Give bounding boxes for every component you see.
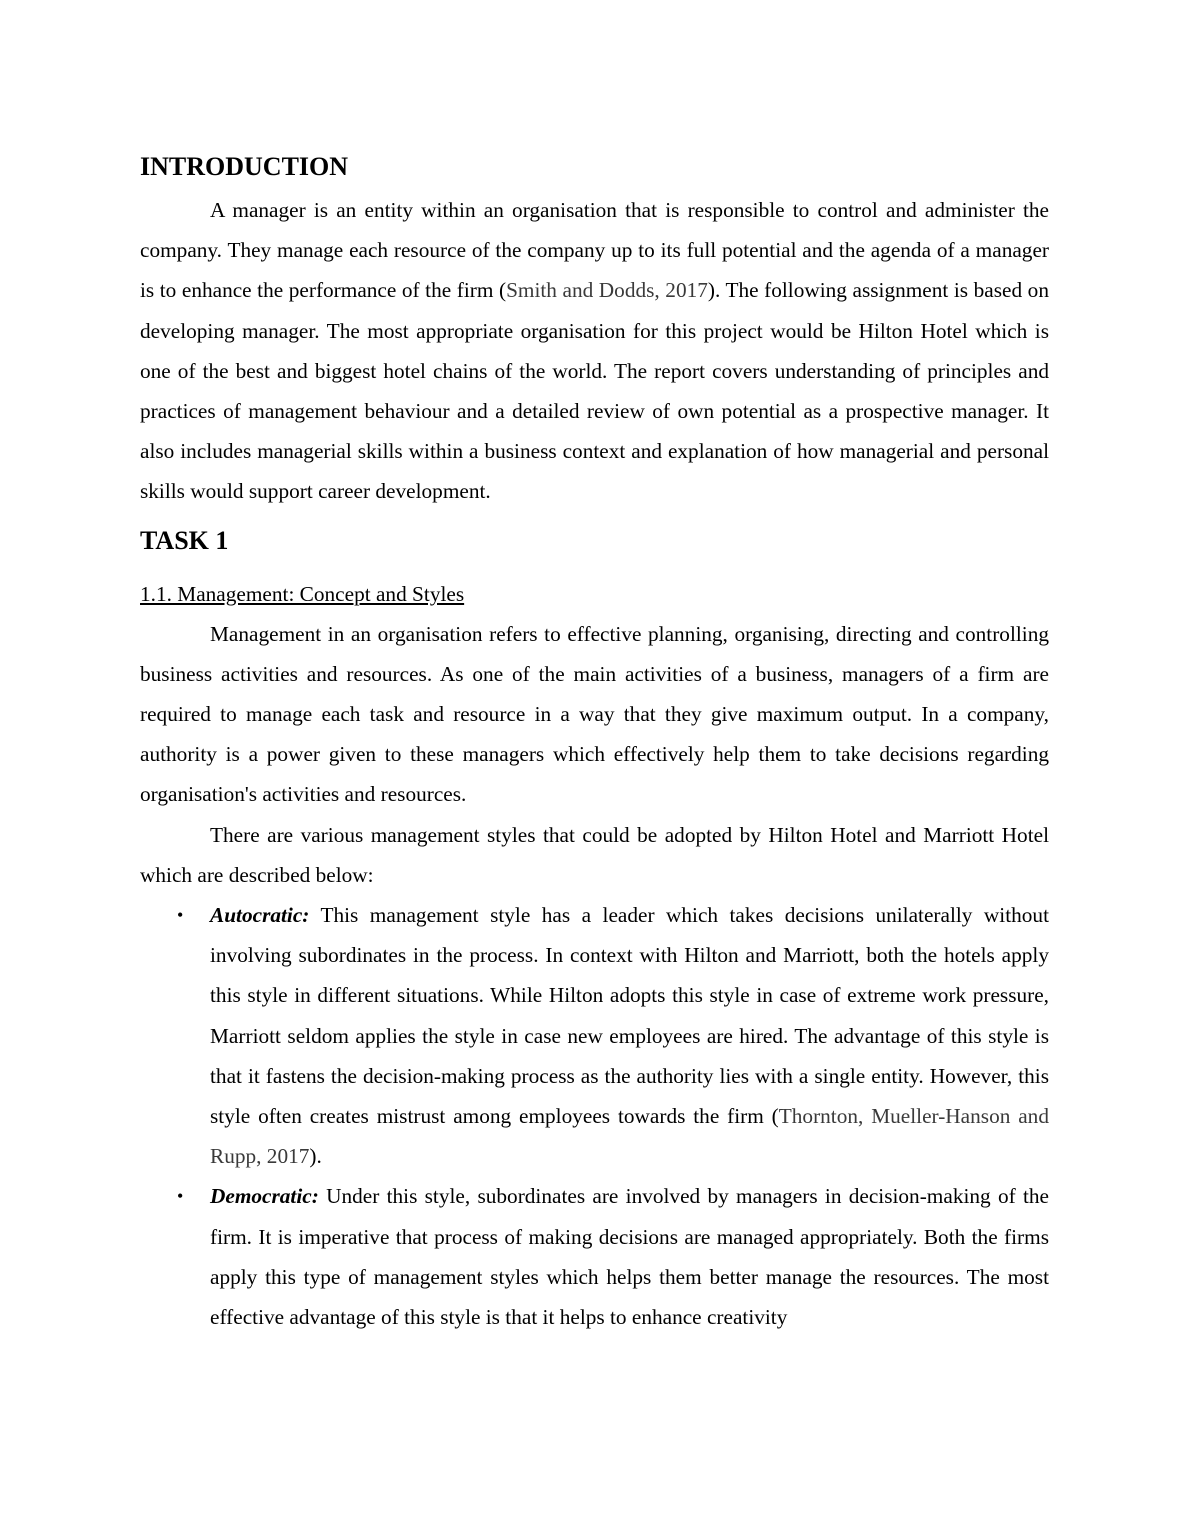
autocratic-citation: Thornton, Mueller-Hanson and Rupp, 2017 <box>210 1104 1049 1169</box>
management-styles-list <box>140 895 1049 1337</box>
management-definition-paragraph: Management in an organisation refers to effective planning, organising, directing and controlling business activities and resources. As one of the main activities of a business, managers of a firm are required to manage each task and resource in a way that they give maximum output. In a company, authority is a power given to these managers which effectively help them to take decisions regarding organisation's activities and resources. <box>140 621 1049 807</box>
autocratic-text: This management style has a leader which takes decisions unilaterally without involving subordinates in the process. In context with Hilton and Marriott, both the hotels apply this style in different situations. While Hilton adopts this style in case of extreme work pressure, Marriott seldom applies the style in case new employees are hired. The advantage of this style is that it fastens the decision-making process as the authority lies with a single entity. However, this style often creates mistrust among employees towards the firm ( <box>210 903 1049 1129</box>
introduction-heading: INTRODUCTION <box>140 152 349 181</box>
bullet-icon: • <box>177 905 184 926</box>
intro-citation: Smith and Dodds, 2017 <box>506 278 708 303</box>
task1-heading: TASK 1 <box>140 525 229 555</box>
list-item-autocratic <box>140 895 1049 1176</box>
style-term-autocratic: Autocratic: <box>210 903 310 928</box>
autocratic-text-end: ). <box>309 1144 322 1169</box>
intro-text-part-1: A manager is an entity within an organisation that is responsible to control and administer the company. They manage each resource of the company up to its full potential and the agenda of a manager is to enhance the performance of the firm ( <box>140 198 1049 303</box>
management-styles-intro-paragraph: There are various management styles that could be adopted by Hilton Hotel and Marriott Hotel which are described below: <box>140 822 1049 887</box>
bullet-icon: • <box>177 1186 184 1207</box>
style-term-democratic: Democratic: <box>210 1184 319 1209</box>
intro-text-part-2: ). The following assignment is based on developing manager. The most appropriate organisation for this project would be Hilton Hotel which is one of the best and biggest hotel chains of the world. The report covers understanding of principles and practices of management behaviour and a detailed review of own potential as a prospective manager. It also includes managerial skills within a business context and explanation of how managerial and personal skills would support career development. <box>140 278 1049 504</box>
management-concept-subheading: 1.1. Management: Concept and Styles <box>140 581 465 606</box>
list-item-democratic <box>140 1176 1049 1337</box>
document-page <box>140 148 1049 1337</box>
democratic-text: Under this style, subordinates are involved by managers in decision-making of the firm. It is imperative that process of making decisions are managed appropriately. Both the firms apply this type of management styles which helps them better manage the resources. The most effective advantage of this style is that it helps to enhance creativity <box>210 1184 1049 1330</box>
introduction-paragraph <box>140 190 1049 512</box>
